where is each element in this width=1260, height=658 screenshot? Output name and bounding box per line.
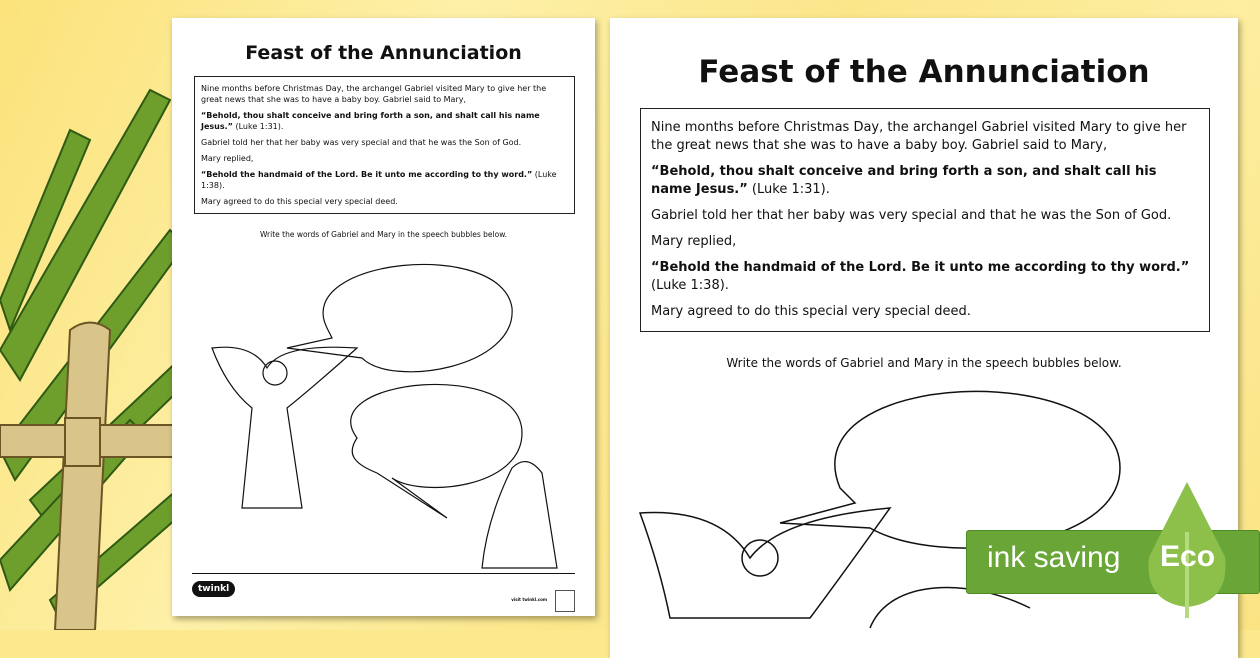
story-box — [194, 76, 575, 214]
speech-bubbles-illustration — [172, 248, 595, 573]
paragraph: Nine months before Christmas Day, the archangel Gabriel visited Mary to give her the great news that she was to have a baby boy. Gabriel said to Mary, — [651, 120, 1187, 153]
footer-divider — [192, 573, 575, 574]
paragraph: Mary agreed to do this special very special deed. — [201, 197, 398, 206]
eco-label: Eco — [1160, 540, 1216, 573]
quote-paragraph: “Behold the handmaid of the Lord. Be it unto me according to thy word.” (Luke 1:38). — [201, 170, 557, 190]
worksheet-title: Feast of the Annunciation — [698, 54, 1150, 90]
visit-link: visit twinkl.com — [511, 597, 547, 602]
paragraph: Gabriel told her that her baby was very special and that he was the Son of God. — [651, 208, 1172, 223]
worksheet-preview-small — [172, 18, 595, 616]
quality-badge-icon — [555, 590, 575, 612]
story-box — [640, 108, 1210, 332]
twinkl-logo: twinkl — [192, 581, 235, 597]
quote-paragraph: “Behold the handmaid of the Lord. Be it unto me according to thy word.” (Luke 1:38). — [651, 260, 1190, 293]
instruction: Write the words of Gabriel and Mary in the speech bubbles below. — [726, 356, 1122, 370]
paragraph: Mary replied, — [201, 154, 254, 163]
ink-saving-label: ink saving — [987, 541, 1121, 574]
quote-paragraph: “Behold, thou shalt conceive and bring forth a son, and shalt call his name Jesus.” (Luke 1:31). — [651, 164, 1157, 197]
paragraph: Gabriel told her that her baby was very special and that he was the Son of God. — [201, 138, 522, 147]
quote-paragraph: “Behold, thou shalt conceive and bring forth a son, and shalt call his name Jesus.” (Luke 1:31). — [201, 111, 540, 131]
instruction: Write the words of Gabriel and Mary in the speech bubbles below. — [259, 230, 508, 239]
paragraph: Mary replied, — [651, 234, 737, 249]
paragraph: Nine months before Christmas Day, the archangel Gabriel visited Mary to give her the great news that she was to have a baby boy. Gabriel said to Mary, — [201, 84, 547, 104]
worksheet-title: Feast of the Annunciation — [245, 42, 522, 64]
paragraph: Mary agreed to do this special very special deed. — [651, 304, 971, 319]
